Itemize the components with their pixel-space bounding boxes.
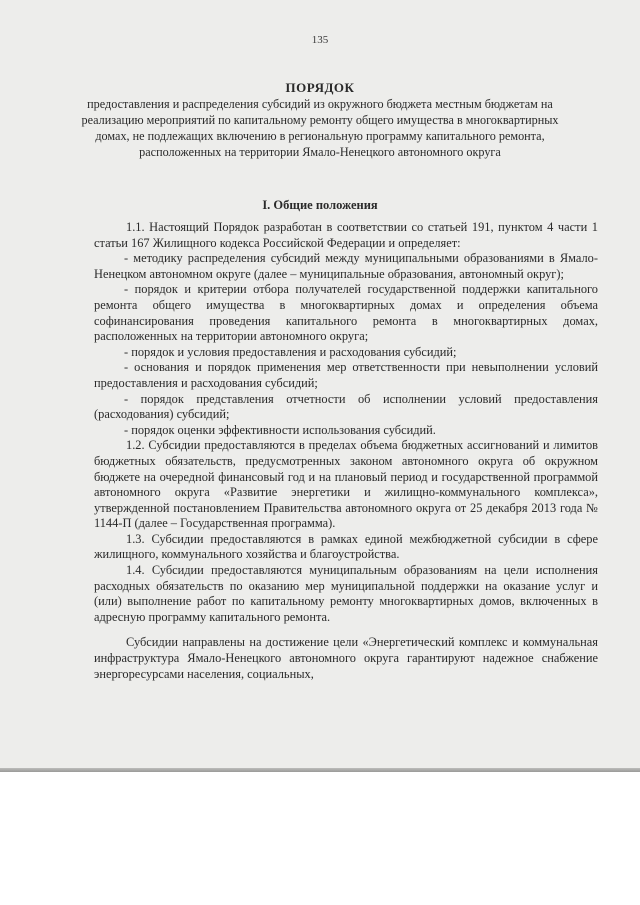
paragraph: 1.4. Субсидии предоставляются муниципальным образованиям на цели исполнения расходных обязательств по оказанию мер муниципальной поддержки на оказание услуг и (или) выполнение работ по капитальному ремонту многоквартирных домов, включенных в адресную программу капитального ремонта. — [94, 563, 598, 624]
document-subtitle: предоставления и распределения субсидий из окружного бюджета местным бюджетам на реализацию мероприятий по капитальному ремонту общего имущества в многоквартирных домах, не подлежащих включению в региональную программу капитального ремонта, расположенных на территории Ямало-Ненецкого автономного округа — [81, 97, 559, 159]
paragraph: 1.3. Субсидии предоставляются в рамках единой межбюджетной субсидии в сфере жилищного, коммунального хозяйства и благоустройства. — [94, 531, 598, 562]
body-text — [94, 220, 598, 682]
list-item: - порядок представления отчетности об исполнении условий предоставления (расходования) субсидий; — [94, 391, 598, 422]
list-item: - методику распределения субсидий между муниципальными образованиями в Ямало-Ненецком автономном округе (далее – муниципальные образования, автономный округ); — [94, 251, 598, 281]
list-item: - порядок и условия предоставления и расходования субсидий; — [124, 344, 457, 359]
paragraph: 1.2. Субсидии предоставляются в пределах объема бюджетных ассигнований и лимитов бюджетных обязательств, предусмотренных законом автономного округа об окружном бюджете на очередной финансовый год и на плановый период и государственной программой автономного округа «Развитие энергетики и жилищно-коммунального комплекса», утвержденной постановлением Правительства автономного округа от 25 декабря 2013 года № 1144-П (далее – Государственная программа). — [94, 438, 598, 531]
list-item: - порядок оценки эффективности использования субсидий. — [124, 422, 436, 437]
paragraph: Субсидии направлены на достижение цели «Энергетический комплекс и коммунальная инфраструктура Ямало-Ненецкого автономного округа гарантируют надежное снабжение энергоресурсами населения, социальных, — [94, 635, 598, 681]
list-item: - порядок и критерии отбора получателей государственной поддержки капитального ремонта общего имущества в многоквартирных домах и определения объема софинансирования проведения капитального ремонта в многоквартирных домах, расположенных на территории автономного округа; — [94, 282, 598, 344]
page-number: 135 — [311, 34, 329, 46]
section-heading: I. Общие положения — [262, 198, 378, 212]
list-item: - основания и порядок применения мер ответственности при невыполнении условий предоставления и расходования субсидий; — [94, 360, 598, 390]
paragraph: 1.1. Настоящий Порядок разработан в соответствии со статьей 191, пунктом 4 части 1 статьи 167 Жилищного кодекса Российской Федерации и определяет: — [94, 220, 598, 250]
document-title: ПОРЯДОК — [285, 80, 355, 95]
blank-area — [0, 772, 640, 905]
